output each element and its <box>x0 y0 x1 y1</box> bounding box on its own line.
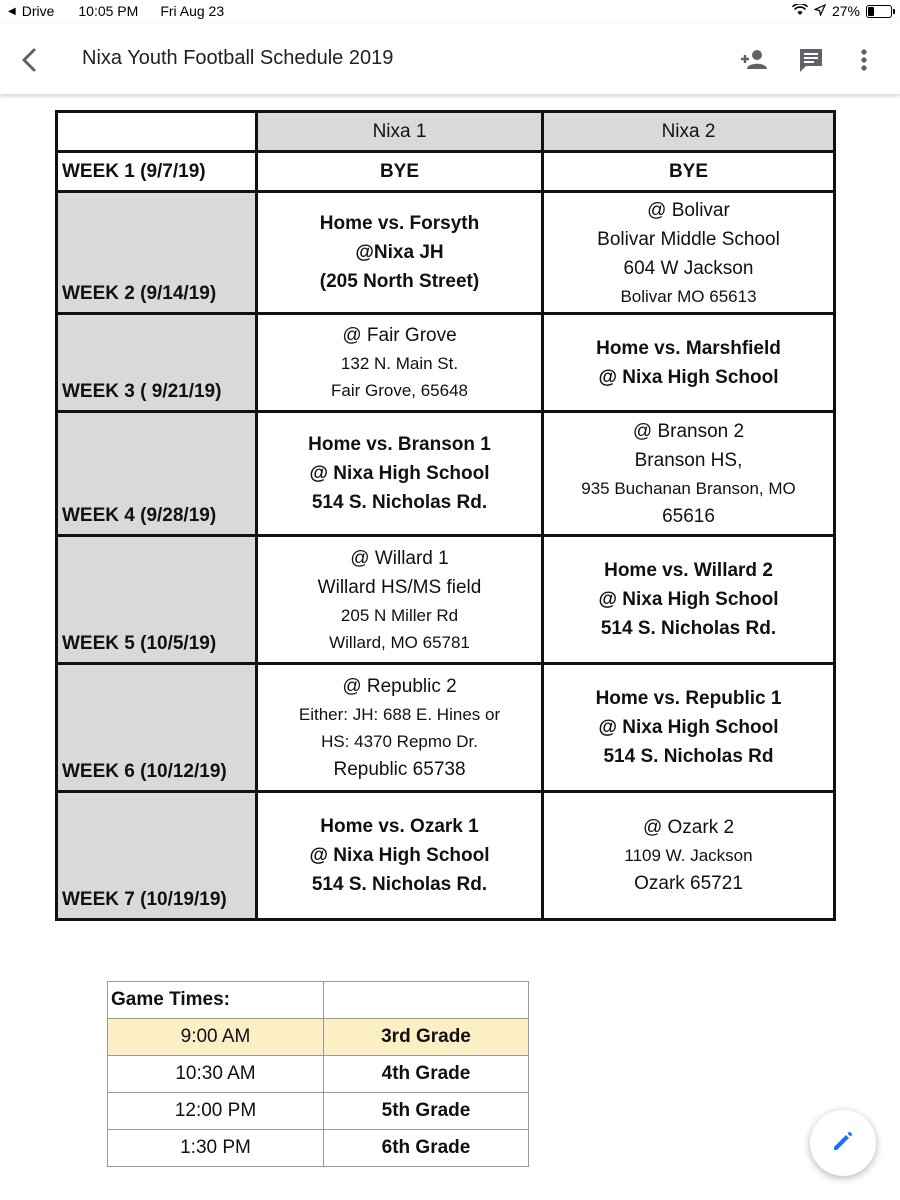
wifi-icon <box>792 3 808 19</box>
game-times-header-row <box>108 982 529 1019</box>
game-time-row <box>108 1019 529 1056</box>
nixa-2-game-cell <box>543 192 835 314</box>
game-detail-line: Home vs. Republic 1 <box>595 688 782 709</box>
back-arrow-icon[interactable] <box>14 44 46 76</box>
game-detail-line: @ Nixa High School <box>598 589 779 610</box>
game-detail-line: 514 S. Nicholas Rd. <box>311 874 488 895</box>
location-icon <box>814 3 826 19</box>
game-detail-line: @ Bolivar <box>647 199 730 221</box>
game-detail-line: Bolivar Middle School <box>597 228 780 250</box>
game-detail-line: @Nixa JH <box>355 242 444 263</box>
game-detail-line: HS: 4370 Repmo Dr. <box>321 731 478 751</box>
week-label: WEEK 4 (9/28/19) <box>57 412 257 536</box>
week-label: WEEK 5 (10/5/19) <box>57 536 257 664</box>
document-title: Nixa Youth Football Schedule 2019 <box>82 47 394 69</box>
edit-pencil-icon <box>829 1127 857 1160</box>
game-detail-line: @ Nixa High School <box>598 717 779 738</box>
game-detail-line: Willard, MO 65781 <box>329 632 470 652</box>
game-times-title: Game Times: <box>108 982 324 1019</box>
nixa-1-game-cell <box>257 664 543 792</box>
comment-icon[interactable] <box>795 44 827 76</box>
week-label: WEEK 7 (10/19/19) <box>57 792 257 920</box>
empty-header-cell <box>324 982 529 1019</box>
grade-level: 4th Grade <box>324 1056 529 1093</box>
more-vert-icon[interactable] <box>848 44 880 76</box>
nixa-1-game-cell <box>257 792 543 920</box>
nixa-1-game-cell <box>257 192 543 314</box>
game-detail-line: Branson HS, <box>634 449 743 471</box>
game-detail-line: Home vs. Marshfield <box>596 337 781 359</box>
game-detail-line: 205 N Miller Rd <box>340 605 459 625</box>
game-detail-line: (205 North Street) <box>319 271 480 292</box>
schedule-row <box>57 192 835 314</box>
grade-level: 6th Grade <box>324 1130 529 1167</box>
game-detail-line: 514 S. Nicholas Rd <box>603 746 774 767</box>
game-detail-line: 1109 W. Jackson <box>624 846 753 865</box>
game-detail-line: BYE <box>668 161 709 182</box>
nixa-1-game-cell <box>257 152 543 192</box>
nixa-2-game-cell <box>543 792 835 920</box>
status-bar <box>0 0 900 24</box>
game-detail-line: 935 Buchanan Branson, MO <box>581 478 796 498</box>
add-person-icon[interactable] <box>738 44 770 76</box>
schedule-table <box>55 110 836 921</box>
clock: 10:05 PM <box>78 3 139 19</box>
game-detail-line: 132 N. Main St. <box>340 354 459 373</box>
game-detail-line: @ Nixa High School <box>309 463 490 484</box>
week-label: WEEK 3 ( 9/21/19) <box>57 314 257 412</box>
nixa-1-game-cell <box>257 412 543 536</box>
game-detail-line: @ Fair Grove <box>342 325 457 346</box>
game-detail-line: @ Republic 2 <box>342 675 457 697</box>
schedule-row <box>57 314 835 412</box>
nixa-2-game-cell <box>543 152 835 192</box>
corner-cell <box>57 112 257 152</box>
back-triangle-icon[interactable]: ◀ <box>8 5 16 17</box>
nixa-1-game-cell <box>257 314 543 412</box>
game-detail-line: 514 S. Nicholas Rd. <box>311 492 488 513</box>
game-time: 12:00 PM <box>108 1093 324 1130</box>
game-detail-line: Home vs. Branson 1 <box>308 434 491 455</box>
back-to-app-label[interactable]: Drive <box>21 3 55 19</box>
nixa-1-game-cell <box>257 536 543 664</box>
date: Fri Aug 23 <box>160 3 225 19</box>
game-detail-line: Republic 65738 <box>333 758 466 780</box>
schedule-row <box>57 412 835 536</box>
week-label: WEEK 2 (9/14/19) <box>57 192 257 314</box>
game-detail-line: Either: JH: 688 E. Hines or <box>298 704 501 724</box>
schedule-header-row <box>57 112 835 152</box>
game-detail-line: 65616 <box>662 505 715 527</box>
game-detail-line: Willard HS/MS field <box>317 576 482 598</box>
nixa-2-game-cell <box>543 314 835 412</box>
grade-level: 5th Grade <box>324 1093 529 1130</box>
schedule-row <box>57 536 835 664</box>
game-detail-line: @ Nixa High School <box>309 845 490 866</box>
schedule-row <box>57 152 835 192</box>
battery-icon <box>866 5 892 18</box>
game-detail-line: 604 W Jackson <box>623 257 754 279</box>
game-detail-line: @ Nixa High School <box>598 366 779 388</box>
game-time: 9:00 AM <box>108 1019 324 1056</box>
game-detail-line: Fair Grove, 65648 <box>330 381 468 400</box>
nixa-2-game-cell <box>543 664 835 792</box>
game-detail-line: @ Ozark 2 <box>642 817 735 838</box>
game-detail-line: @ Willard 1 <box>350 547 449 569</box>
nixa-2-game-cell <box>543 536 835 664</box>
schedule-row <box>57 664 835 792</box>
game-time-row <box>108 1056 529 1093</box>
game-detail-line: Home vs. Forsyth <box>319 213 480 234</box>
column-header-nixa-1: Nixa 1 <box>257 112 543 152</box>
app-bar <box>0 24 900 94</box>
game-detail-line: Home vs. Willard 2 <box>604 560 773 581</box>
game-time-row <box>108 1130 529 1167</box>
game-time: 10:30 AM <box>108 1056 324 1093</box>
game-detail-line: Bolivar MO 65613 <box>620 286 757 306</box>
schedule-row <box>57 792 835 920</box>
game-times-table <box>107 981 529 1167</box>
game-time-row <box>108 1093 529 1130</box>
game-detail-line: BYE <box>379 161 420 182</box>
game-detail-line: Ozark 65721 <box>634 873 743 894</box>
column-header-nixa-2: Nixa 2 <box>543 112 835 152</box>
game-detail-line: @ Branson 2 <box>632 420 745 442</box>
grade-level: 3rd Grade <box>324 1019 529 1056</box>
week-label: WEEK 6 (10/12/19) <box>57 664 257 792</box>
edit-fab-button[interactable] <box>810 1110 876 1176</box>
game-detail-line: 514 S. Nicholas Rd. <box>600 618 777 639</box>
week-label: WEEK 1 (9/7/19) <box>57 152 257 192</box>
battery-percent: 27% <box>831 3 860 19</box>
nixa-2-game-cell <box>543 412 835 536</box>
game-time: 1:30 PM <box>108 1130 324 1167</box>
game-detail-line: Home vs. Ozark 1 <box>320 816 479 837</box>
